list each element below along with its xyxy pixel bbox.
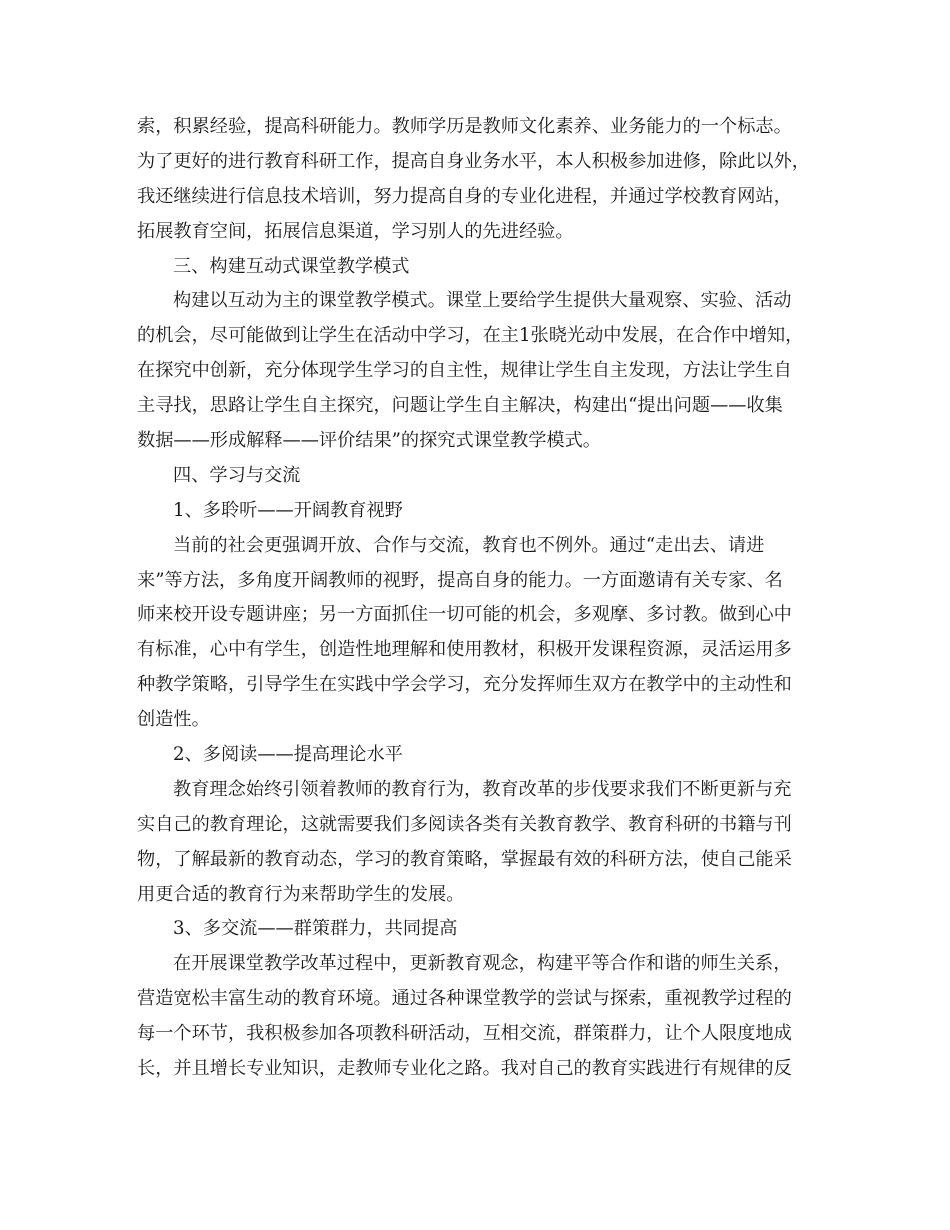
text-line: 营造宽松丰富生动的教育环境。通过各种课堂教学的尝试与探索，重视教学过程的 (137, 988, 792, 1010)
text-line: 种教学策略，引导学生在实践中学会学习，充分发挥师生双方在教学中的主动性和 (137, 674, 792, 696)
text-line: 当前的社会更强调开放、合作与交流，教育也不例外。通过“走出去、请进 (173, 534, 765, 556)
text-line: 物，了解最新的教育动态，学习的教育策略，掌握最有效的科研方法，使自己能采 (137, 848, 792, 870)
text-line: 用更合适的教育行为来帮助学生的发展。 (137, 883, 465, 905)
text-line: 构建以互动为主的课堂教学模式。课堂上要给学生提供大量观察、实验、活动 (173, 290, 792, 312)
text-line: 在开展课堂教学改革过程中，更新教育观念，构建平等合作和谐的师生关系， (173, 953, 792, 975)
text-line: 有标准，心中有学生，创造性地理解和使用教材，积极开发课程资源，灵活运用多 (137, 639, 792, 661)
text-line: 四、学习与交流 (173, 464, 301, 486)
text-line: 2、多阅读——提高理论水平 (173, 744, 403, 766)
text-line: 三、构建互动式课堂教学模式 (173, 255, 410, 277)
text-line: 来”等方法，多角度开阔教师的视野，提高自身的能力。一方面邀请有关专家、名 (137, 569, 783, 591)
text-line: 教育理念始终引领着教师的教育行为，教育改革的步伐要求我们不断更新与充 (173, 778, 792, 800)
text-line: 数据——形成解释——评价结果”的探究式课堂教学模式。 (137, 430, 601, 452)
text-line: 1、多聆听——开阔教育视野 (173, 499, 403, 521)
text-line: 我还继续进行信息技术培训，努力提高自身的专业化进程，并通过学校教育网站， (137, 185, 792, 207)
text-line: 创造性。 (137, 709, 210, 731)
document-body (137, 110, 819, 1087)
text-line: 索，积累经验，提高科研能力。教师学历是教师文化素养、业务能力的一个标志。 (137, 116, 792, 137)
text-line: 每一个环节，我积极参加各项教科研活动，互相交流，群策群力，让个人限度地成 (137, 1023, 792, 1045)
text-line: 为了更好的进行教育科研工作，提高自身业务水平，本人积极参加进修，除此以外， (137, 150, 810, 172)
text-line: 3、多交流——群策群力，共同提高 (173, 918, 458, 940)
text-line: 长，并且增长专业知识，走教师专业化之路。我对自己的教育实践进行有规律的反 (137, 1058, 792, 1080)
text-line: 的机会，尽可能做到让学生在活动中学习，在主1张晓光动中发展，在合作中增知， (137, 325, 804, 347)
text-line: 师来校开设专题讲座；另一方面抓住一切可能的机会，多观摩、多讨教。做到心中 (137, 604, 792, 626)
text-line: 拓展教育空间，拓展信息渠道，学习别人的先进经验。 (137, 220, 574, 242)
text-line: 主寻找，思路让学生自主探究，问题让学生自主解决，构建出“提出问题——收集 (137, 395, 783, 417)
text-line: 实自己的教育理论，这就需要我们多阅读各类有关教育教学、教育科研的书籍与刊 (137, 813, 792, 835)
text-line: 在探究中创新，充分体现学生学习的自主性，规律让学生自主发现，方法让学生自 (137, 360, 792, 382)
